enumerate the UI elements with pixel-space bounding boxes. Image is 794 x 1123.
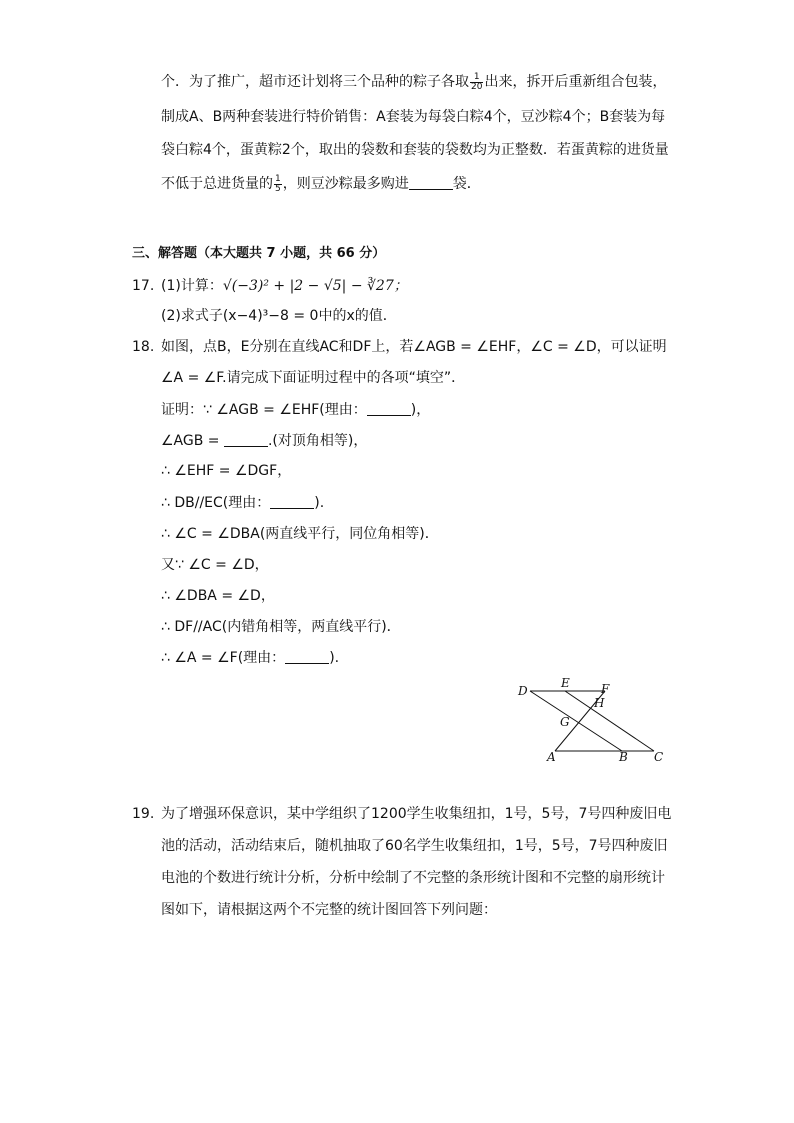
label-G: G: [560, 715, 570, 729]
q17-number: 17.: [132, 278, 155, 294]
answer-blank[interactable]: [285, 649, 329, 664]
answer-blank[interactable]: [367, 401, 411, 416]
fraction-denominator: 5: [275, 183, 281, 194]
q16-line-1-text-b: 出来，拆开后重新组合包装，: [484, 74, 667, 90]
q18-number: 18.: [132, 339, 155, 355]
section-heading: 三、解答题（本大题共 7 小题，共 66 分）: [132, 246, 386, 261]
fraction-denominator: 20: [471, 81, 483, 92]
proof-step-2-text: ∠AGB =: [161, 433, 224, 449]
fraction-one-twentieth: [470, 73, 483, 92]
fraction-numerator: 1: [470, 73, 483, 83]
geometry-figure: [510, 674, 690, 774]
q17-part-2: (2)求式子(x−4)³−8 = 0中的x的值．: [161, 308, 397, 324]
q18-line-1: 如图，点B，E分别在直线AC和DF上，若∠AGB = ∠EHF，∠C = ∠D，可以证明: [161, 339, 667, 355]
q16-line-4-text-a: 不低于总进货量的: [161, 176, 273, 192]
label-D: D: [518, 684, 528, 698]
q19-line-2: 池的活动，活动结束后，随机抽取了60名学生收集纽扣，1号，5号，7号四种废旧: [161, 838, 668, 854]
q16-line-1: [161, 72, 666, 92]
fraction-one-fifth: [274, 175, 282, 194]
proof-step-1-text: 证明：∵ ∠AGB = ∠EHF(理由：: [161, 402, 367, 418]
proof-step-1: [161, 400, 430, 420]
q18-line-2: ∠A = ∠F.请完成下面证明过程中的各项“填空”．: [161, 370, 466, 386]
q19-number: 19.: [132, 806, 155, 822]
answer-blank[interactable]: [224, 432, 268, 447]
line-EC: [565, 691, 654, 751]
proof-step-2: [161, 431, 367, 451]
q16-line-4-text-c: 袋．: [452, 176, 481, 192]
proof-step-9-end: ).: [329, 650, 340, 666]
proof-step-7: ∴ ∠DBA = ∠D，: [161, 588, 275, 604]
proof-step-9: [161, 648, 339, 668]
q19-line-3: 电池的个数进行统计分析，分析中绘制了不完整的条形统计图和不完整的扇形统计: [161, 870, 665, 886]
label-H: H: [594, 696, 605, 710]
proof-step-6: 又∵ ∠C = ∠D，: [161, 557, 269, 573]
label-B: B: [619, 750, 628, 764]
q17-part-1-label: (1)计算：: [161, 278, 223, 294]
proof-step-4: [161, 493, 324, 513]
q19-line-4: 图如下，请根据这两个不完整的统计图回答下列问题：: [161, 902, 497, 918]
answer-blank[interactable]: [270, 494, 314, 509]
q17-expression: √(−3)² + |2 − √5| − ∛27；: [222, 278, 408, 294]
label-C: C: [654, 750, 664, 764]
proof-step-5: ∴ ∠C = ∠DBA(两直线平行，同位角相等)．: [161, 526, 439, 542]
q16-line-4: [161, 174, 481, 194]
q16-line-2: 制成A、B两种套装进行特价销售：A套装为每袋白粽4个，豆沙粽4个；B套装为每: [161, 109, 666, 125]
answer-blank[interactable]: [409, 175, 453, 190]
proof-step-3: ∴ ∠EHF = ∠DGF，: [161, 463, 292, 479]
fraction-numerator: 1: [275, 173, 281, 184]
label-F: F: [601, 682, 610, 696]
q16-line-3: 袋白粽4个，蛋黄粽2个，取出的袋数和套装的袋数均为正整数．若蛋黄粽的进货量: [161, 142, 669, 158]
q19-line-1: 为了增强环保意识，某中学组织了1200学生收集纽扣，1号，5号，7号四种废旧电: [161, 806, 672, 822]
proof-step-1-end: )，: [410, 402, 431, 418]
q16-line-1-text-a: 个．为了推广，超市还计划将三个品种的粽子各取: [161, 74, 469, 90]
label-E: E: [561, 676, 570, 690]
label-A: A: [547, 750, 556, 764]
proof-step-9-text: ∴ ∠A = ∠F(理由：: [161, 650, 286, 666]
proof-step-4-text: ∴ DB//EC(理由：: [161, 495, 271, 511]
proof-step-2-end: .(对顶角相等)，: [267, 433, 368, 449]
proof-step-8: ∴ DF//AC(内错角相等，两直线平行)．: [161, 619, 401, 635]
line-DB: [530, 691, 622, 751]
q17-part-1: [161, 276, 408, 296]
proof-step-4-end: ).: [314, 495, 325, 511]
q16-line-4-text-b: ，则豆沙粽最多购进: [282, 176, 409, 192]
